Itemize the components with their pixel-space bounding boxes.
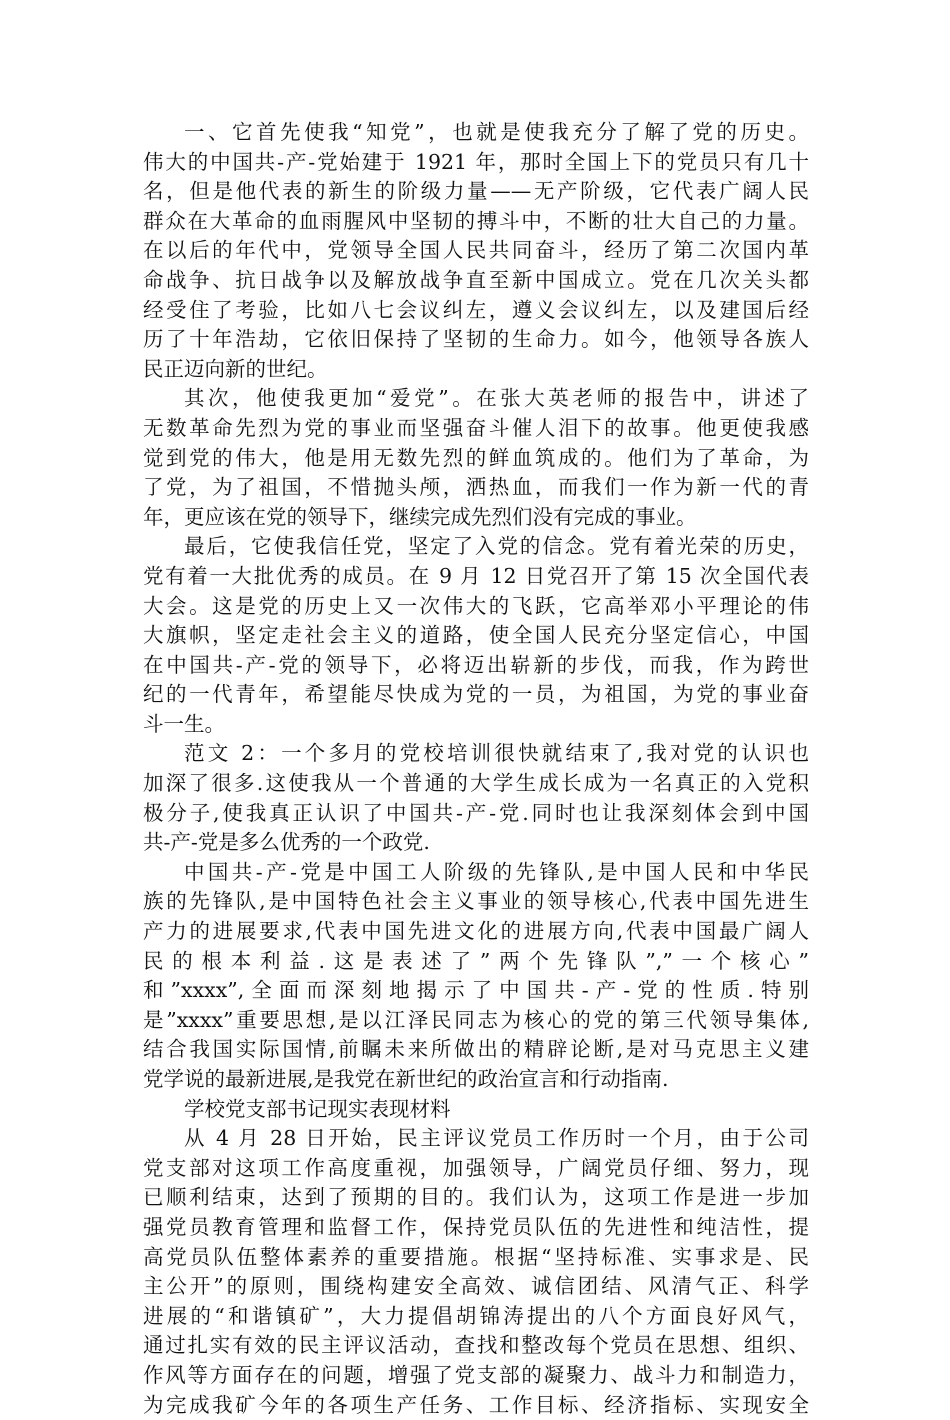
- text-line: 共-产-党是多么优秀的一个政党.: [143, 830, 430, 855]
- text-line: 经受住了考验，比如八七会议纠左，遵义会议纠左，以及建国后经: [143, 297, 809, 322]
- text-line: 极分子,使我真正认识了中国共-产-党.同时也让我深刻体会到中国: [143, 800, 809, 825]
- text-line: 名，但是他代表的新生的阶级力量——无产阶级，它代表广阔人民: [143, 179, 809, 204]
- text-line: 结合我国实际国情,前瞩未来所做出的精辟论断,是对马克思主义建: [143, 1037, 809, 1062]
- text-line: 已顺利结束，达到了预期的目的。我们认为，这项工作是进一步加: [143, 1185, 809, 1210]
- text-line: 中国共-产-党是中国工人阶级的先锋队,是中国人民和中华民: [184, 859, 809, 884]
- text-line: 斗一生。: [143, 711, 225, 736]
- text-line: 族的先锋队,是中国特色社会主义事业的领导核心,代表中国先进生: [143, 889, 809, 914]
- text-line: 学校党支部书记现实表现材料: [184, 1096, 451, 1121]
- text-line: 主公开”的原则，围绕构建安全高效、诚信团结、风清气正、科学: [143, 1274, 809, 1299]
- text-line: 进展的“和谐镇矿”，大力提倡胡锦涛提出的八个方面良好风气，: [143, 1303, 809, 1328]
- text-line: 最后，它使我信任党，坚定了入党的信念。党有着光荣的历史，: [184, 534, 809, 559]
- text-line: 产力的进展要求,代表中国先进文化的进展方向,代表中国最广阔人: [143, 919, 809, 944]
- text-line: 群众在大革命的血雨腥风中坚韧的搏斗中，不断的壮大自己的力量。: [143, 208, 809, 233]
- text-line: 大旗帜，坚定走社会主义的道路，使全国人民充分坚定信心，中国: [143, 623, 809, 648]
- text-line: 年，更应该在党的领导下，继续完成先烈们没有完成的事业。: [143, 504, 697, 529]
- text-line: 范文 2：一个多月的党校培训很快就结束了,我对党的认识也: [184, 741, 809, 766]
- document-page: [143, 118, 809, 1420]
- text-line: 觉到党的伟大，他是用无数先烈的鲜血筑成的。他们为了革命，为: [143, 445, 809, 470]
- text-line: 伟大的中国共-产-党始建于 1921 年，那时全国上下的党员只有几十: [143, 149, 809, 174]
- text-line: 了党，为了祖国，不惜抛头颅，洒热血，而我们一作为新一代的青: [143, 475, 809, 500]
- text-line: 一、它首先使我“知党”，也就是使我充分了解了党的历史。: [184, 120, 809, 144]
- text-line: 大会。这是党的历史上又一次伟大的飞跃，它高举邓小平理论的伟: [143, 593, 809, 618]
- text-line: 历了十年浩劫，它依旧保持了坚韧的生命力。如今，他领导各族人: [143, 327, 809, 352]
- text-line: 无数革命先烈为党的事业而坚强奋斗催人泪下的故事。他更使我感: [143, 415, 809, 440]
- text-line: 强党员教育管理和监督工作，保持党员队伍的先进性和纯洁性，提: [143, 1214, 809, 1239]
- text-line: 通过扎实有效的民主评议活动，查找和整改每个党员在思想、组织、: [143, 1333, 809, 1358]
- text-line: 为完成我矿今年的各项生产任务、工作目标、经济指标、实现安全: [143, 1392, 809, 1417]
- text-line: 是”xxxx”重要思想,是以江泽民同志为核心的党的第三代领导集体,: [143, 1007, 809, 1032]
- text-line: 作风等方面存在的问题，增强了党支部的凝聚力、战斗力和制造力，: [143, 1362, 809, 1387]
- text-line: 和”xxxx”,全面而深刻地揭示了中国共-产-党的性质.特别: [143, 978, 809, 1003]
- text-line: 党学说的最新进展,是我党在新世纪的政治宣言和行动指南.: [143, 1067, 669, 1091]
- text-line: 命战争、抗日战争以及解放战争直至新中国成立。党在几次关头都: [143, 267, 809, 292]
- text-line: 其次，他使我更加“爱党”。在张大英老师的报告中，讲述了: [184, 386, 809, 411]
- text-line: 党支部对这项工作高度重视，加强领导，广阔党员仔细、努力，现: [143, 1155, 809, 1180]
- text-line: 在以后的年代中，党领导全国人民共同奋斗，经历了第二次国内革: [143, 238, 809, 263]
- text-line: 高党员队伍整体素养的重要措施。根据“坚持标准、实事求是、民: [143, 1244, 809, 1269]
- text-line: 在中国共-产-党的领导下，必将迈出崭新的步伐，而我，作为跨世: [143, 652, 809, 677]
- text-line: 从 4 月 28 日开始，民主评议党员工作历时一个月，由于公司: [184, 1126, 809, 1151]
- text-line: 民正迈向新的世纪。: [143, 356, 328, 381]
- text-line: 党有着一大批优秀的成员。在 9 月 12 日党召开了第 15 次全国代表: [143, 563, 809, 588]
- text-line: 纪的一代青年，希望能尽快成为党的一员，为祖国，为党的事业奋: [143, 682, 809, 707]
- text-line: 加深了很多.这使我从一个普通的大学生成长成为一名真正的入党积: [143, 771, 809, 796]
- text-line: 民的根本利益.这是表述了”两个先锋队”,”一个核心”: [143, 948, 809, 973]
